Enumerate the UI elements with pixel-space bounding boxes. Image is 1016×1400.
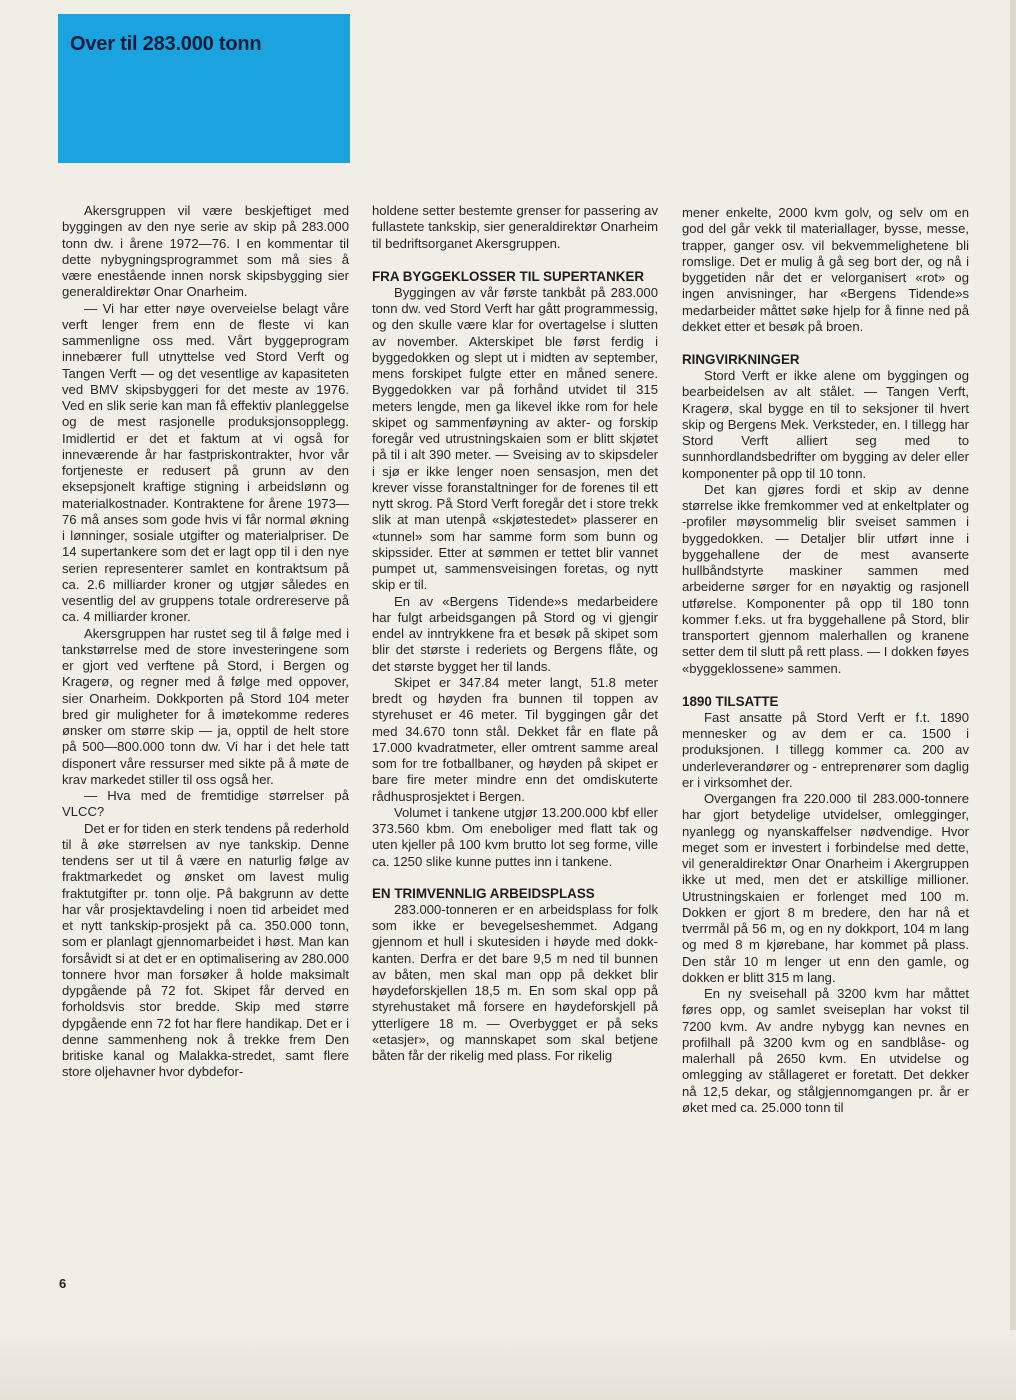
article-column-3 (682, 205, 969, 1116)
article-column-2 (372, 203, 658, 1064)
paragraph: Fast ansatte på Stord Verft er f.t. 1890 mennesker og av dem er ca. 1500 i produksjonen. I tillegg kommer ca. 200 av underleverandører og - entreprenører som daglig er i virksomhet der. (682, 709, 969, 790)
title-box (58, 14, 350, 163)
paragraph: 283.000-tonneren er en arbeidsplass for folk som ikke er bevegelseshemmet. Adgang gjennom et hull i skutesiden i høyde med dokk-kanten. Derfra er det bare 9,5 m ned til bunnen av båten, men skal man opp på dekket blir høydeforskjellen 18,5 m. En som skal opp på styrehustaket må forsere en høydeforskjell på ytterligere 18 m. — Overbygget er på seks «etasjer», og mannskapet som skal betjene båten får der rikelig med plass. For rikelig (372, 901, 658, 1063)
paragraph: Det kan gjøres fordi et skip av denne størrelse ikke fremkommer ved at enkeltplater og -profiler møysommelig blir sveiset sammen i byggedokken. — Detaljer blir utført inne i byggehallene der de mest avanserte hullbåndstyrte maskiner sammen med arbeiderne sørger for en nøyaktig og rasjonell utførelse. Komponenter på opp til 180 tonn kommer f.eks. ut fra byggehallene på Stord, blir transportert gjennom malerhallen og kranene setter dem til slutt på rett plass. — I dokken føyes «byggeklossene» sammen. (682, 481, 969, 676)
paragraph: Volumet i tankene utgjør 13.200.000 kbf eller 373.560 kbm. Om eneboliger med flatt tak og uten kjeller på 100 kvm brutto lot seg forme, ville ca. 1250 slike kunne puttes inn i tankene. (372, 804, 658, 869)
paragraph: Stord Verft er ikke alene om byggingen og bearbeidelsen av alt stålet. — Tangen Verft, Kragerø, skal bygge en til to seksjoner til hvert skip og Bergens Mek. Verksteder, en. I tillegg har Stord Verft alliert seg med to sunnhordlandsbedrifter om bygging av deler eller komponenter på opp til 10 tonn. (682, 368, 969, 481)
paragraph: En ny sveisehall på 3200 kvm har måttet føres opp, og samlet sveiseplan har vokst til 7200 kvm. Av andre nybygg kan nevnes en profilhall på 3200 kvm og en sandblåse- og malerhall på 2650 kvm. En utvidelse og omlegging av stållageret er foretatt. Det dekker nå 12,5 dekar, og stålgjennomgangen pr. år er øket med ca. 25.000 tonn til (682, 986, 969, 1115)
article-title: Over til 283.000 tonn (70, 33, 262, 55)
section-heading: 1890 TILSATTE (682, 693, 779, 709)
paragraph: holdene setter bestemte grenser for passering av fullastete tankskip, sier generaldirektør Onarheim til bedriftsorganet Akersgruppen. (372, 203, 658, 251)
article-column-1 (62, 203, 349, 1081)
paragraph: Akersgruppen har rustet seg til å følge med i tankstørrelse med de store investeringene som er gjort ved verftene på Stord, i Bergen og Kragerø, og regner med å følge med oppover, sier Onarheim. Dokkporten på Stord 104 meter bred gir muligheter for å imøtekomme rederes ønsker om større skip — ja, opptil de helt store på 500—800.000 tonn dw. Vi har i det hele tatt disponert våre ressurser med sikte på å møte de krav markedet stiller til oss også her. (62, 625, 349, 787)
paragraph: mener enkelte, 2000 kvm golv, og selv om en god del går vekk til materiallager, bysse, messe, trapper, ganger osv. vil bekvemmelighetene bli romslige. Det er mulig å gå seg bort der, og nå i byggetiden når det er velorganisert «rot» og ingen anvisninger, har «Bergens Tidende»s medarbeider måttet søke hjelp for å finne ned på dekket etter et besøk på broen. (682, 205, 969, 334)
paragraph: Skipet er 347.84 meter langt, 51.8 meter bredt og høyden fra bunnen til toppen av styrehuset er 46 meter. Til byggingen går det med 34.670 tonn stål. Dekket får en flate på 17.000 kvadratmeter, eller omtrent samme areal som for tre fotballbaner, og høyden på skipet er bare fire meter mindre enn det omdiskuterte rådhusprosjektet i Bergen. (372, 674, 658, 804)
section-heading: RINGVIRKNINGER (682, 352, 800, 367)
section-heading: FRA BYGGEKLOSSER TIL SUPERTANKER (372, 268, 645, 284)
paragraph: — Hva med de fremtidige størrelser på VLCC? (62, 788, 349, 820)
paragraph: Akersgruppen vil være beskjeftiget med byggingen av den nye serie av skip på 283.000 tonn dw. i årene 1972—76. I en kommentar til dette nybygningsprogrammet som må sies å være enestående innen norsk skipsbygging sier generaldirektør Onar Onarheim. (62, 203, 349, 300)
section-heading: EN TRIMVENNLIG ARBEIDSPLASS (372, 885, 595, 901)
paragraph: Overgangen fra 220.000 til 283.000-tonnere har gjort betydelige utvidelser, omlegginger, nyanlegg og nyanskaffelser nødvendige. Hvor meget som er investert i forbindelse med dette, vil generaldirektør Onar Onarheim i Akergruppen ikke ut med, men det er atskillige millioner. Utrustningskaien er forlenget med 100 m. Dokken er gjort 8 m bredere, den har nå et tverrmål på 56 m, og en ny dokkport, 104 m lang og med 8 m kjørebane, har kommet på plass. Den står 10 m lenger ut enn den gamle, og dokken er blitt 315 m lang. (682, 791, 969, 985)
page-edge-right (1010, 0, 1016, 1400)
paragraph: — Vi har etter nøye overveielse belagt våre verft lenger frem enn de fleste vi kan sammenligne oss med. Vårt byggeprogram innebærer full utnyttelse ved Stord Verft og Tangen Verft — og det vesentlige av kapasiteten ved BMV skipsbyggeri for det meste av 1976. Ved en slik serie kan man få effektiv planleggelse og de mest rasjonelle produksjonsopplegg. Imidlertid er det et faktum at vi også for inneværende år har fastpriskontrakter, hvor vår fortjeneste er redusert på grunn av den eksepsjonelt kraftige stigning i arbeidslønn og materialkostnader. Kontraktene for årene 1973—76 må anses som gode hvis vi får normal økning i lønninger, sosiale utgifter og materialpriser. De 14 supertankere som det er lagt opp til i den nye serien representerer samlet en kontraktsum på ca. 2.6 milliarder kroner og utgjør således en vesentlig del av gruppens totale ordrereserve på ca. 4 milliarder kroner. (62, 300, 349, 625)
paragraph: En av «Bergens Tidende»s medarbeidere har fulgt arbeidsgangen på Stord og vi gjengir endel av inntrykkene fra et besøk på skipet som blir det største i rederiets og Bergens flåte, og det største bygget her til lands. (372, 593, 658, 674)
paragraph: Det er for tiden en sterk tendens på rederhold til å øke størrelsen av nye tankskip. Denne tendens ser ut til å være en naturlig følge av fraktmarkedet og ønsket om lavest mulig fraktutgifter pr. tonn olje. På bakgrunn av dette har vår prosjektavdeling i noen tid arbeidet med et nytt tankskip-prosjekt på ca. 350.000 tonn, som er planlagt gjennomarbeidet i høst. Man kan forsåvidt si at det er en optimalisering av 280.000 tonnere hvor man forsøker å holde maksimalt dypgående på 72 fot. Skipet får derved en forholdsvis stor bredde. Skip med større dypgående enn 72 fot har flere handikap. Det er i denne sammenheng nok å trekke frem Den britiske kanal og Malakka-stredet, samt flere store oljehavner hvor dybdefor- (62, 820, 349, 1080)
page-number: 6 (59, 1276, 67, 1291)
paragraph: Byggingen av vår første tankbåt på 283.000 tonn dw. ved Stord Verft har gått programmessig, og den skulle være klar for overtagelse i slutten av november. Akterskipet ble først ferdig i byggedokken og slept ut i midten av september, mens forskipet fulgte etter en måned senere. Byggedokken var på forhånd utvidet til 315 meters lengde, men ga likevel ikke rom for hele skipet og sammenføyning av akter- og forskip foregår ved utrustningskaien som er blitt skjøtet på til i alt 390 meter. — Sveising av to skipsdeler i sjø er ikke lenger noen sensasjon, men det krever visse foranstaltninger for de forenes til ett nytt skrog. På Stord Verft foregår det i store trekk slik at man utenpå «skjøtestedet» plasserer en «tunnel» som har samme form som bunn og skipssider. Etter at sømmen er tettet blir vannet pumpet ut, sammensveisingen foretas, og nytt skip er til. (372, 284, 658, 593)
page-edge-bottom (0, 1330, 1016, 1400)
